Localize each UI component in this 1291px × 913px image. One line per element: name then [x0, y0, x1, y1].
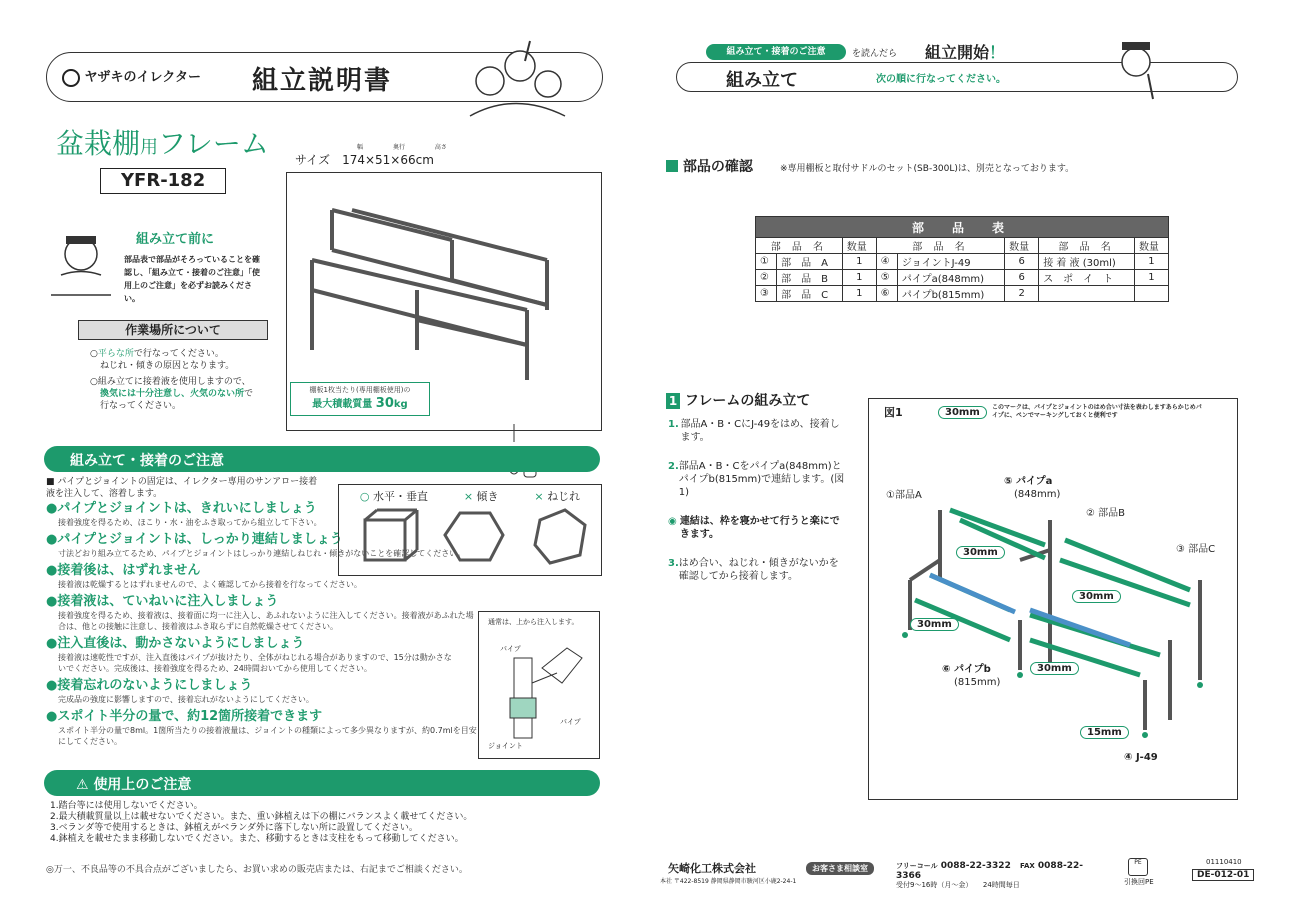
- label-pipe-b: ⑥ パイプb: [942, 664, 991, 675]
- label-part-b: ② 部品B: [1086, 508, 1126, 519]
- mark-15mm: 15mm: [1080, 726, 1129, 739]
- caution-intro: ■ パイプとジョイントの固定は、イレクター専用のサンアロー接着液を注入して、溶着します。: [46, 477, 318, 499]
- before-assembly-text: 部品表で部品がそろっていることを確認し、「組み立て・接着のご注意」「使用上のご注意」を必ずお読みください。: [124, 255, 260, 303]
- injection-note: 通常は、上から注入します。: [488, 618, 579, 626]
- serial-number: 01110410: [1206, 858, 1242, 866]
- caution-list: ●パイプとジョイントは、きれいにしましょう 接着強度を得るため、ほこり・水・油をふき取ってから組立して下さい。 ●パイプとジョイントは、しっかり連結しましょう 寸法どおり組み立てるため、パイプとジョイントはしっかり連結しねじれ・傾きがないことを確認してください。 ●接着後は、はずれません 接着液は乾燥するとはずれませんので、よく確認してから接着を行なってください。 ●接着液は、ていねいに注入しましょう 接着強度を得るため、接着液は、接着面に均一に注入し、あふれないように注入してください。接着液があふれた場合は、他との接触に注意し、接着液はふき取らずに自然乾燥させてください。 ●注入直後は、動かさないようにしましょう 接着液は速乾性ですが、注入直後はパイプが抜けたり、全体がねじれる場合がありますので、15分は動かさないでください。完成後は、接着強度を得るため、24時間おいてから使用してください。 ●接着忘れのないようにしましょう 完成品の強度に影響しますので、接着忘れがないようにしてください。 ●スポイト半分の量で、約12箇所接着できます スポイト半分の量で8ml。1箇所当たりの接着液量は、ジョイントの種類によって多少異なりますが、約0.7mlを目安にしてください。: [46, 501, 477, 746]
- brand-logo: ヤザキのイレクター: [62, 66, 201, 87]
- product-title: 盆栽棚用フレーム: [56, 127, 269, 160]
- notice-pill: 組み立て・接着のご注意: [706, 44, 846, 60]
- size-block: 幅 奥行 高さ サイズ 174×51×66cm: [295, 144, 447, 167]
- table-row: ③ 部 品 C 1 ⑥ パイプb(815mm) 2: [756, 286, 1169, 302]
- alignment-labels: ○ 水平・垂直 × 傾き × ねじれ: [359, 490, 581, 503]
- recycle-icon: PE: [1128, 858, 1148, 876]
- figure-label: 図1: [884, 406, 903, 419]
- worker-mascot-right-illustration: [1108, 34, 1164, 102]
- label-part-a: ①部品A: [886, 490, 922, 501]
- parts-table-title: 部 品 表: [756, 217, 1169, 238]
- step-title: 1 フレームの組み立て: [666, 390, 810, 410]
- company-name: 矢崎化工株式会社: [668, 862, 756, 875]
- label-part-c: ③ 部品C: [1176, 544, 1216, 555]
- label-pipe-b-len: (815mm): [954, 677, 1001, 688]
- parts-note: ※専用棚板と取付サドルのセット(SB-300L)は、別売となっております。: [780, 164, 1075, 174]
- recycle-label: 引換回PE: [1124, 878, 1154, 886]
- worker-mascot-illustration: [46, 230, 116, 300]
- cartoon-workers-illustration: [460, 36, 570, 118]
- notice-start: 組立開始！: [925, 43, 1006, 62]
- label-pipe-a: ⑤ パイプa: [1004, 476, 1053, 487]
- caution-section-title: 組み立て・接着のご注意: [70, 453, 224, 469]
- document-code: DE-012-01: [1192, 869, 1254, 881]
- label-j49: ④ J-49: [1124, 752, 1158, 763]
- product-rack-illustration: [292, 180, 582, 390]
- alignment-cube-diagrams: [345, 505, 595, 570]
- usage-section-title: ⚠ 使用上のご注意: [76, 777, 192, 793]
- workplace-title: 作業場所について: [78, 320, 268, 340]
- footer-note: ◎万一、不良品等の不具合点がございましたら、お買い求めの販売店または、右記までご相談ください。: [46, 865, 468, 875]
- injection-label-pipe-top: パイプ: [500, 645, 521, 653]
- section-square-icon: [666, 160, 678, 172]
- notice-mid: を読んだら: [852, 49, 898, 59]
- contact-block: フリーコール 0088-22-3322 FAX 0088-22-3366 受付9〜16時（月〜金） 24時間毎日: [896, 861, 1083, 889]
- parts-title: 部品の確認: [666, 156, 753, 176]
- injection-label-joint: ジョイント: [488, 742, 523, 750]
- doc-title: 組立説明書: [252, 66, 393, 96]
- step-list: 1. 部品A・B・CにJ-49をはめ、接着します。 2. 部品A・B・Cをパイプa(848mm)とパイプb(815mm)で連結します。(図1) ◉ 連結は、枠を寝かせて行うと楽にできます。 3. はめ合い、ねじれ・傾きがないかを確認してから接着します。: [668, 419, 845, 582]
- injection-illustration: [482, 628, 594, 753]
- table-row: ② 部 品 B 1 ⑤ パイプa(848mm) 6 ス ポ イ ト 1: [756, 270, 1169, 286]
- assembly-subtitle: 次の順に行なってください。: [876, 74, 1006, 85]
- warning-icon: ⚠: [76, 777, 89, 793]
- contact-label: お客さま相談室: [806, 862, 874, 875]
- label-pipe-a-len: (848mm): [1014, 489, 1061, 500]
- before-assembly-title: 組み立て前に: [136, 232, 215, 247]
- load-capacity-box: 棚板1枚当たり(専用棚板使用)の 最大積載質量 30kg: [290, 382, 430, 416]
- company-address: 本社 〒422-8519 静岡県静岡市駿河区小鹿2-24-1: [660, 878, 797, 885]
- parts-table-header: 部 品 名 数量 部 品 名 数量 部 品 名 数量: [756, 238, 1169, 254]
- table-row: ① 部 品 A 1 ④ ジョイントJ-49 6 接 着 液 (30ml) 1: [756, 254, 1169, 270]
- mark-30mm-1: 30mm: [956, 546, 1005, 559]
- assembly-title: 組み立て: [726, 70, 798, 91]
- figure-legend-mark: 30mm: [938, 406, 987, 419]
- parts-table: [755, 216, 1169, 302]
- mark-30mm-2: 30mm: [1072, 590, 1121, 603]
- mark-30mm-3: 30mm: [910, 618, 959, 631]
- model-number: YFR-182: [100, 168, 226, 194]
- workplace-items: ○平らな所で行なってください。 ねじれ・傾きの原因となります。 ○組み立てに接着液を使用しますので、 換気には十分注意し、火気のない所で 行なってください。: [90, 349, 254, 411]
- injection-label-pipe: パイプ: [560, 718, 581, 726]
- figure-legend: このマークは、パイプとジョイントのはめ合い寸法を表わしますあらかじめパイプに、ペンでマーキングしておくと便利です: [992, 404, 1202, 419]
- step-number-badge: 1: [666, 393, 680, 409]
- usage-list: 1.踏台等には使用しないでください。 2.最大積載質量以上は載せないでください。また、重い鉢植えは下の棚にバランスよく載せてください。 3.ベランダ等で使用するときは、鉢植えがベランダ外に落下しない所に設置してください。 4.鉢植えを載せたまま移動しないでください。また、移動するときは支柱をもって移動してください。: [50, 801, 473, 844]
- mark-30mm-4: 30mm: [1030, 662, 1079, 675]
